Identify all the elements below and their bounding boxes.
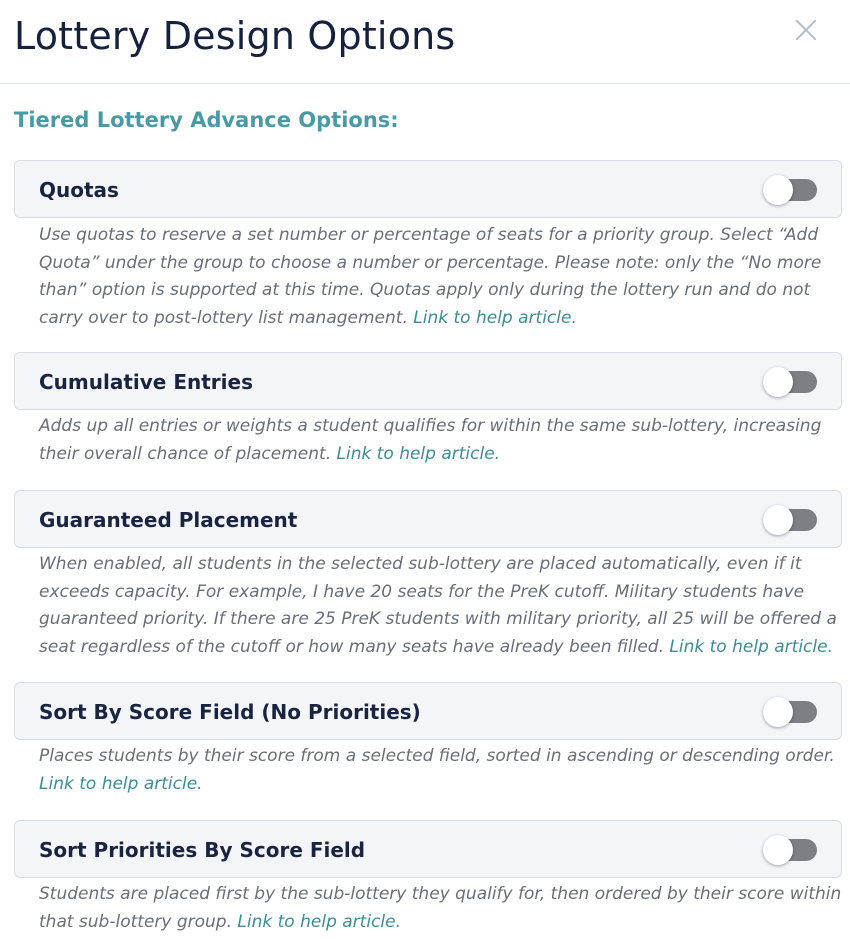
- help-article-link[interactable]: Link to help article.: [237, 911, 401, 932]
- toggle-knob: [763, 175, 793, 205]
- description-text: Places students by their score from a selected field, sorted in ascending or descending order.: [39, 746, 835, 766]
- description-text: Adds up all entries or weights a student qualifies for within the same sub-lottery, increasing their overall chance of placement.: [39, 416, 822, 464]
- modal-header: [0, 0, 850, 84]
- toggle-knob: [763, 835, 793, 865]
- guaranteed-placement-toggle[interactable]: [763, 509, 817, 531]
- option-label: Sort Priorities By Score Field: [39, 838, 366, 862]
- option-description: [14, 878, 842, 936]
- toggle-knob: [763, 505, 793, 535]
- toggle-knob: [763, 367, 793, 397]
- option-bar: [14, 352, 842, 410]
- option-description: [14, 740, 842, 798]
- cumulative-entries-toggle[interactable]: [763, 371, 817, 393]
- option-bar: [14, 820, 842, 878]
- description-text: When enabled, all students in the selected sub-lottery are placed automatically, even if it exceeds capacity. For example, I have 20 seats for the PreK cutoff. Military students have guaranteed priority. If there are 25 PreK students with military priority, all 25 will be offered a seat regardless of the cutoff or how many seats have already been filled.: [39, 554, 837, 657]
- modal-title: Lottery Design Options: [14, 14, 456, 58]
- help-article-link[interactable]: Link to help article.: [413, 307, 577, 328]
- description-text: Students are placed first by the sub-lottery they qualify for, then ordered by their score within that sub-lottery group.: [39, 884, 842, 932]
- sort-priorities-by-score-field-toggle[interactable]: [763, 839, 817, 861]
- description-text: Use quotas to reserve a set number or percentage of seats for a priority group. Select “Add Quota” under the group to choose a number or percentage. Please note: only the “No more than” option is supported at this time. Quotas apply only during the lottery run and do not carry over to post-lottery list management.: [39, 225, 822, 328]
- close-icon[interactable]: [793, 17, 819, 43]
- quotas-toggle[interactable]: [763, 179, 817, 201]
- option-bar: [14, 160, 842, 218]
- help-article-link[interactable]: Link to help article.: [669, 636, 833, 657]
- sort-by-score-field-toggle[interactable]: [763, 701, 817, 723]
- option-bar: [14, 682, 842, 740]
- option-label: Cumulative Entries: [39, 370, 253, 394]
- option-description: [14, 218, 842, 332]
- option-description: [14, 410, 842, 468]
- option-sort-by-score-field: [14, 682, 842, 798]
- help-article-link[interactable]: Link to help article.: [39, 773, 203, 794]
- toggle-knob: [763, 697, 793, 727]
- option-description: [14, 548, 842, 661]
- option-quotas: [14, 160, 842, 332]
- option-bar: [14, 490, 842, 548]
- option-sort-priorities-by-score-field: [14, 820, 842, 936]
- help-article-link[interactable]: Link to help article.: [336, 443, 501, 464]
- option-cumulative-entries: [14, 352, 842, 468]
- option-label: Guaranteed Placement: [39, 508, 298, 532]
- section-heading: Tiered Lottery Advance Options:: [14, 108, 399, 132]
- option-label: Sort By Score Field (No Priorities): [39, 700, 421, 724]
- option-label: Quotas: [39, 178, 119, 202]
- option-guaranteed-placement: [14, 490, 842, 661]
